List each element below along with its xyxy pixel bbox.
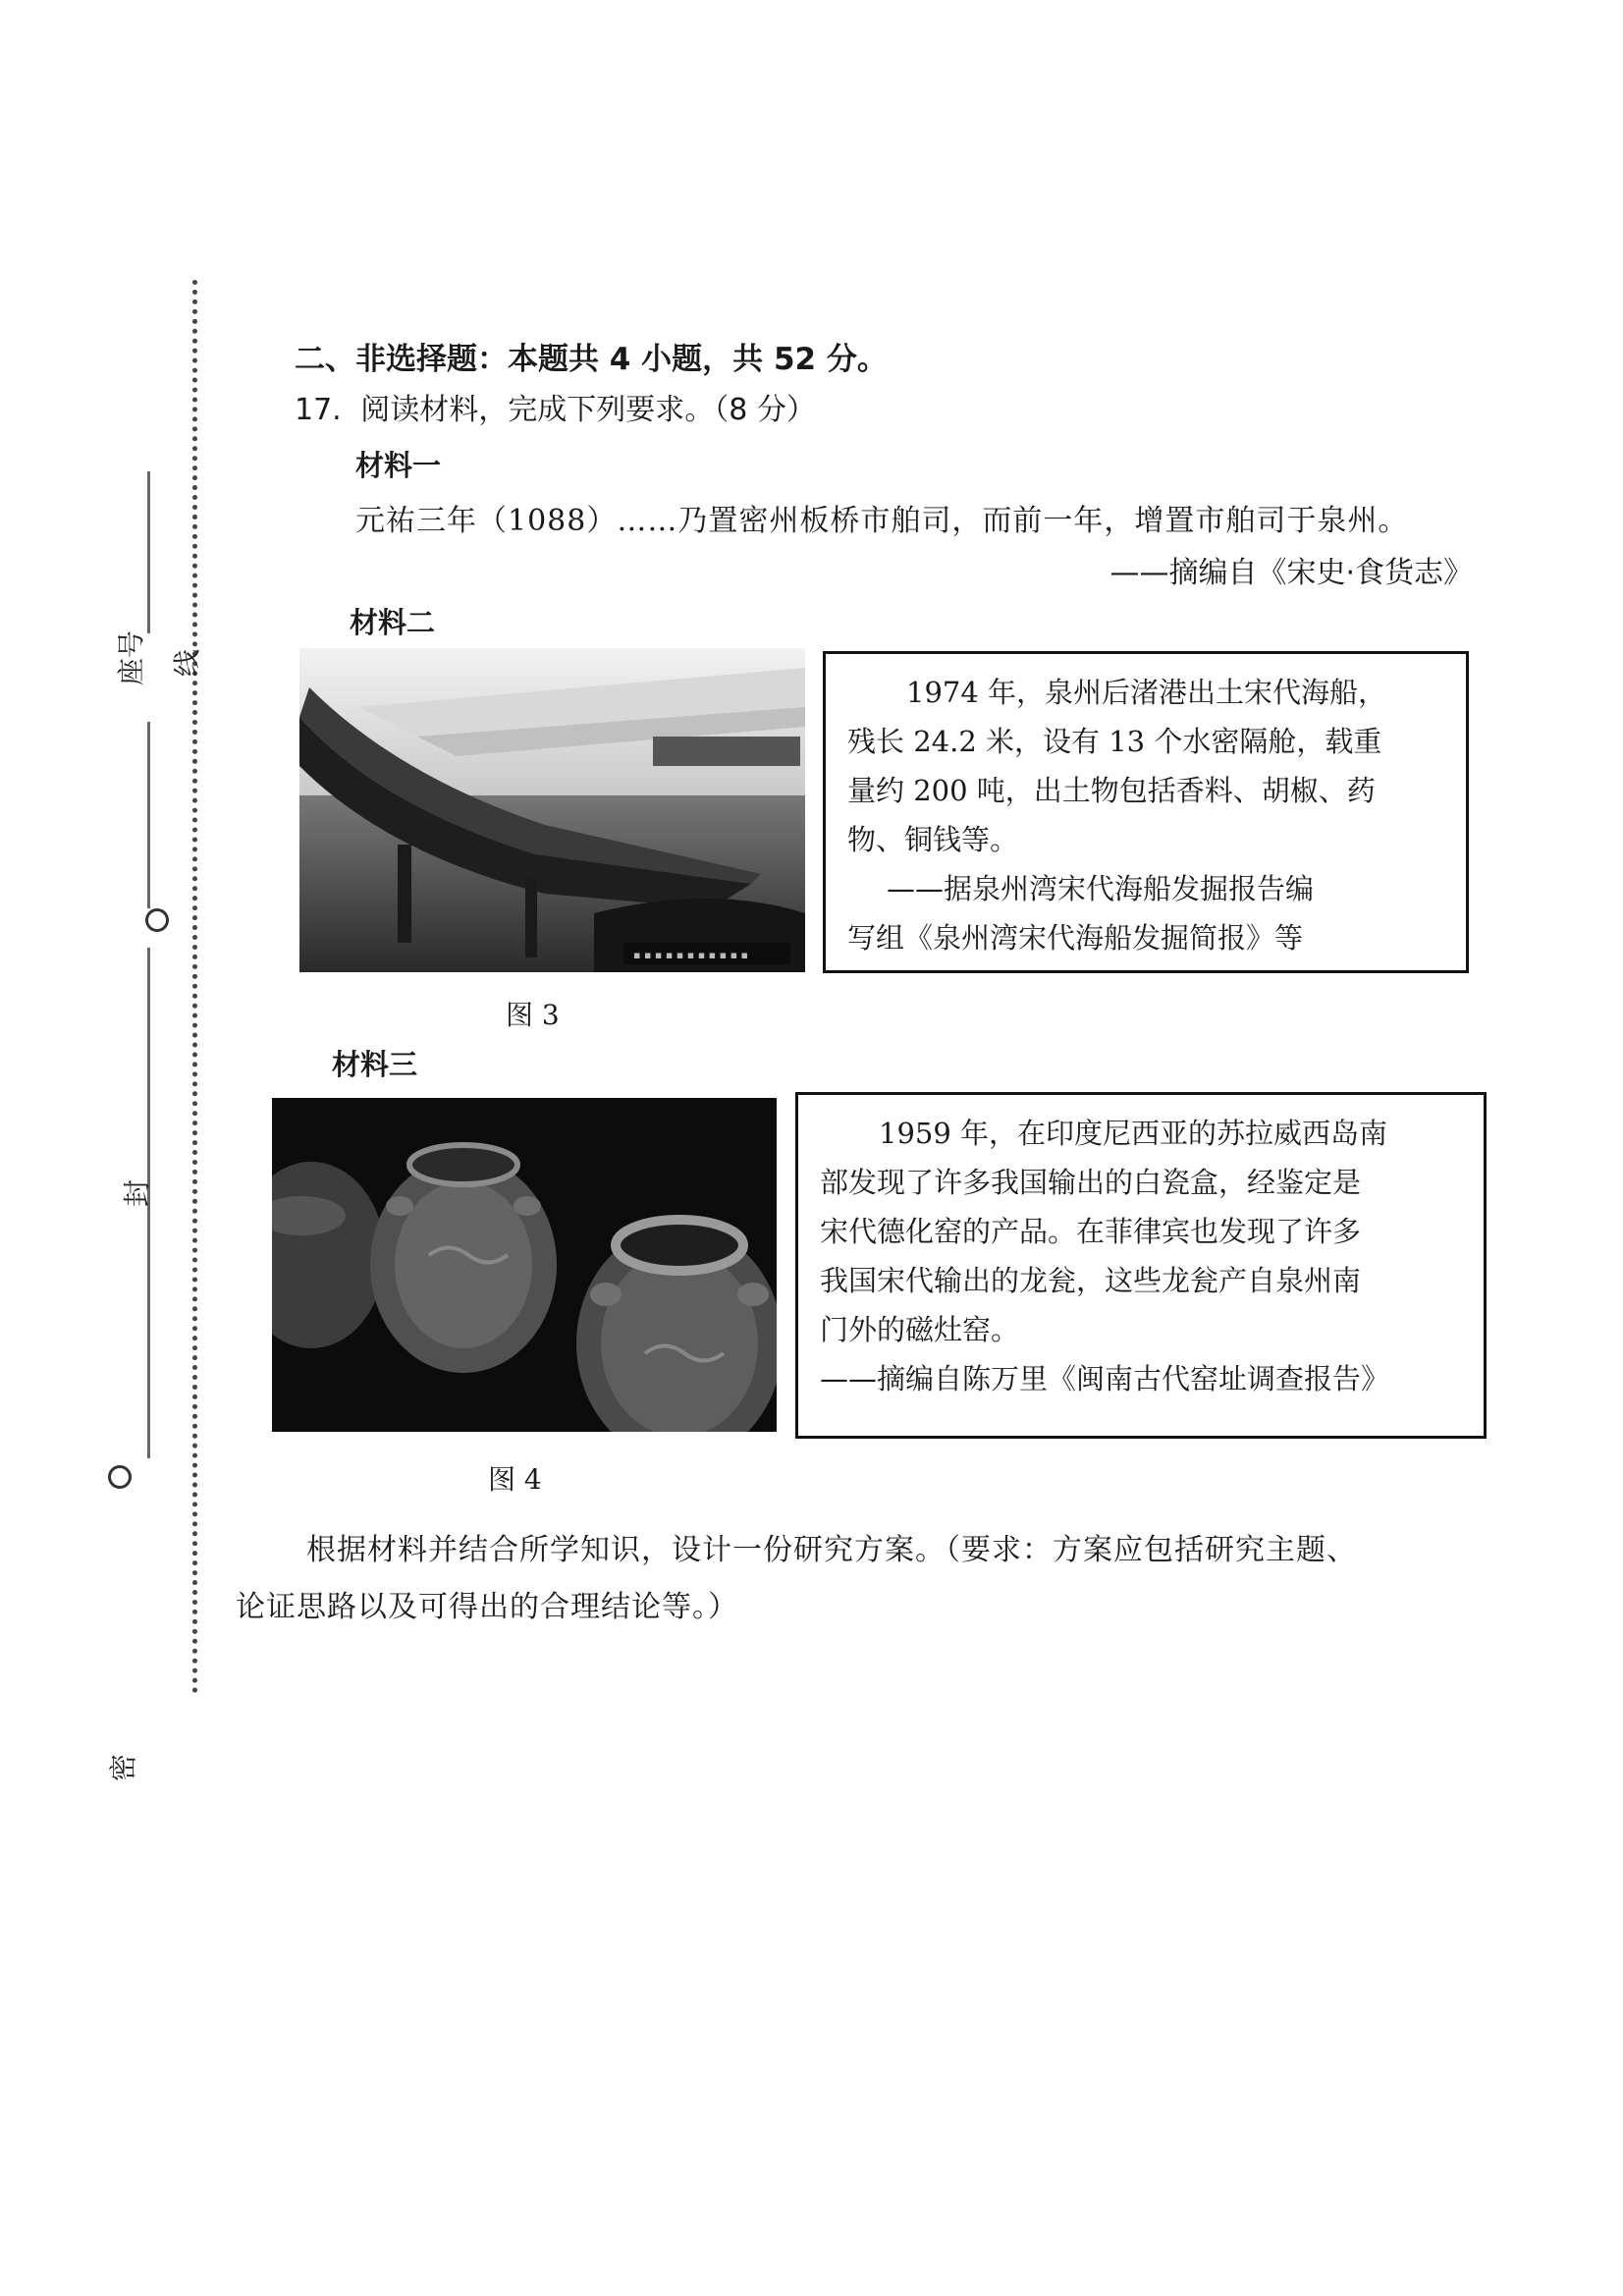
material3-line-1: 1959 年，在印度尼西亚的苏拉威西岛南: [879, 1117, 1388, 1150]
section-title: 二、非选择题：本题共 4 小题，共 52 分。: [295, 342, 888, 377]
material3-line-5: 门外的磁灶窑。: [820, 1313, 1020, 1346]
figure-3-caption: 图 3: [506, 999, 560, 1031]
material1-label: 材料一: [355, 449, 442, 482]
task-line-1: 根据材料并结合所学知识，设计一份研究方案。（要求：方案应包括研究主题、: [306, 1533, 1357, 1567]
binding-line-top: [147, 471, 150, 633]
binding-dotted-line: [192, 280, 197, 1694]
question-number: 17.: [295, 393, 342, 427]
ship-photo-graphic: [299, 648, 805, 972]
material2-line-3: 量约 200 吨，出土物包括香料、胡椒、药: [847, 774, 1376, 807]
svg-text:▪ ▪ ▪ ▪ ▪ ▪ ▪ ▪ ▪ ▪ ▪: ▪ ▪ ▪ ▪ ▪ ▪ ▪ ▪ ▪ ▪ ▪: [633, 949, 748, 961]
binding-circle-top: [145, 908, 169, 932]
binding-line-mid: [147, 722, 150, 908]
ship-photo: [299, 648, 805, 972]
binding-circle-bottom: [108, 1465, 132, 1489]
seat-label: 座号: [115, 629, 148, 686]
material3-label: 材料三: [332, 1048, 418, 1081]
material2-source-1: ——据泉州湾宋代海船发掘报告编: [887, 872, 1315, 905]
material1-text: 元祐三年（1088）……乃置密州板桥市舶司，而前一年，增置市舶司于泉州。: [355, 504, 1409, 538]
material2-line-4: 物、铜钱等。: [847, 823, 1019, 856]
figure-4-caption: 图 4: [488, 1463, 542, 1496]
material3-line-4: 我国宋代输出的龙瓮，这些龙瓮产自泉州南: [820, 1264, 1362, 1297]
material2-line-1: 1974 年，泉州后渚港出土宋代海船，: [906, 676, 1387, 709]
question-17: [295, 385, 816, 428]
task-line-2: 论证思路以及可得出的合理结论等。）: [236, 1590, 738, 1624]
question-prompt: 阅读材料，完成下列要求。（8 分）: [360, 393, 816, 427]
material3-box: [795, 1092, 1487, 1439]
seal-label: 封: [121, 1178, 154, 1208]
secret-label: 密: [107, 1753, 140, 1782]
line-label: 线: [171, 648, 204, 678]
material3-source: ——摘编自陈万里《闽南古代窑址调查报告》: [820, 1362, 1390, 1395]
material1-source: ——摘编自《宋史·食货志》: [1109, 556, 1473, 590]
material2-label: 材料二: [350, 606, 436, 639]
material3-line-2: 部发现了许多我国输出的白瓷盒，经鉴定是: [820, 1166, 1362, 1199]
material2-box: [823, 651, 1469, 973]
material2-line-2: 残长 24.2 米，设有 13 个水密隔舱，载重: [847, 725, 1382, 758]
jars-photo: [272, 1098, 777, 1432]
jars-photo-graphic: [272, 1098, 777, 1432]
material3-line-3: 宋代德化窑的产品。在菲律宾也发现了许多: [820, 1215, 1362, 1248]
material2-source-2: 写组《泉州湾宋代海船发掘简报》等: [847, 921, 1304, 955]
